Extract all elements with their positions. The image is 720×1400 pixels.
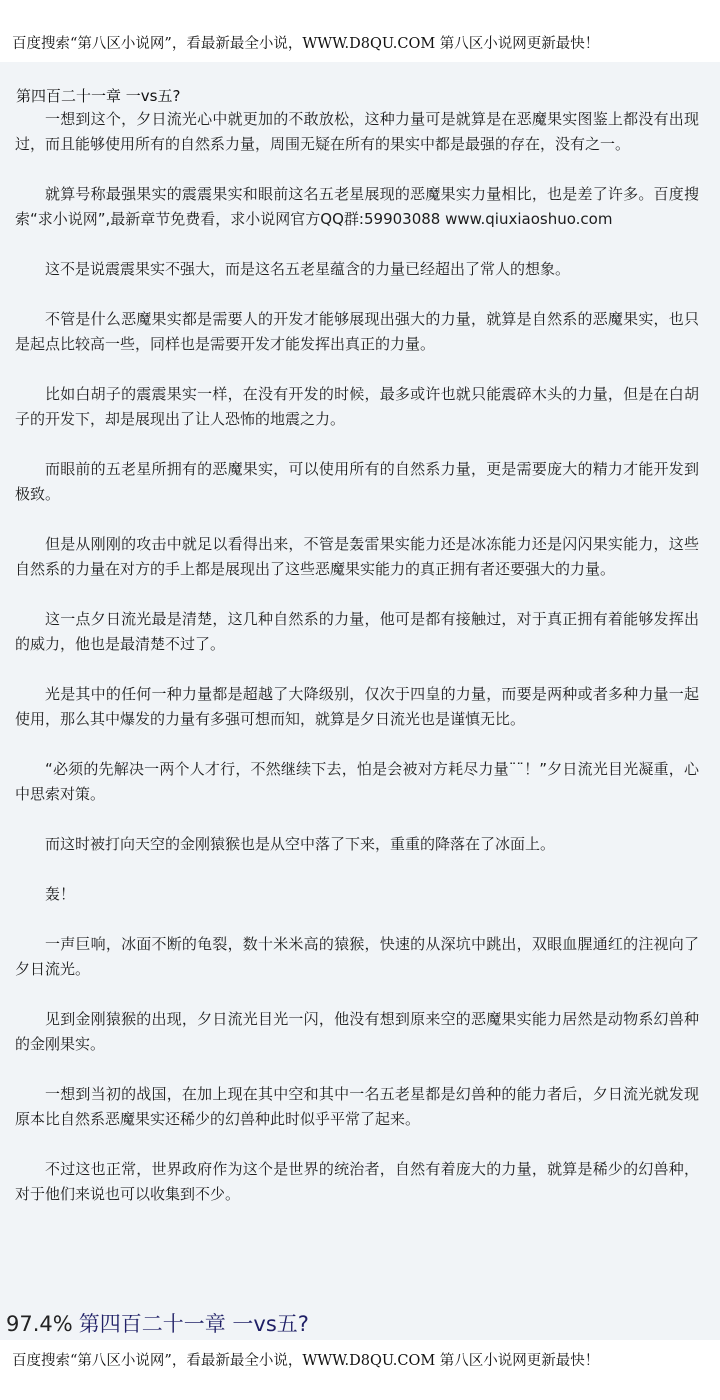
paragraph: “必须的先解决一两个人才行，不然继续下去，怕是会被对方耗尽力量¨¨！”夕日流光目光凝重，心中思索对策。 <box>15 760 699 803</box>
paragraph: 这不是说震震果实不强大，而是这名五老星蕴含的力量已经超出了常人的想象。 <box>45 260 571 278</box>
chapter-heading: 第四百二十一章 一vs五? <box>16 87 181 105</box>
paragraph: 但是从刚刚的攻击中就足以看得出来，不管是轰雷果实能力还是冰冻能力还是闪闪果实能力，这些自然系的力量在对方的手上都是展现出了这些恶魔果实能力的真正拥有者还要强大的力量。 <box>15 535 699 578</box>
paragraph: 比如白胡子的震震果实一样，在没有开发的时候，最多或许也就只能震碎木头的力量，但是在白胡子的开发下，却是展现出了让人恐怖的地震之力。 <box>15 385 699 428</box>
paragraph: 一想到这个，夕日流光心中就更加的不敢放松，这种力量可是就算是在恶魔果实图鉴上都没有出现过，而且能够使用所有的自然系力量，周围无疑在所有的果实中都是最强的存在，没有之一。 <box>15 110 699 153</box>
reading-progress-footer <box>6 1309 309 1339</box>
bottom-site-banner: 百度搜索“第八区小说网”，看最新最全小说，WWW.D8QU.COM 第八区小说网更新最快！ <box>0 1347 720 1375</box>
paragraph: 光是其中的任何一种力量都是超越了大降级别，仅次于四皇的力量，而要是两种或者多种力量一起使用，那么其中爆发的力量有多强可想而知，就算是夕日流光也是谨慎无比。 <box>15 685 699 728</box>
chapter-body <box>15 107 699 1232</box>
footer-chapter-title: 第四百二十一章 一vs五? <box>78 1312 309 1336</box>
progress-percent: 97.4% <box>6 1312 73 1336</box>
paragraph: 这一点夕日流光最是清楚，这几种自然系的力量，他可是都有接触过，对于真正拥有着能够发挥出的威力，他也是最清楚不过了。 <box>15 610 699 653</box>
paragraph: 见到金刚猿猴的出现，夕日流光目光一闪，他没有想到原来空的恶魔果实能力居然是动物系幻兽种的金刚果实。 <box>15 1010 699 1053</box>
top-site-banner: 百度搜索“第八区小说网”，看最新最全小说，WWW.D8QU.COM 第八区小说网更新最快！ <box>0 30 720 58</box>
paragraph: 一声巨响，冰面不断的龟裂，数十米米高的猿猴，快速的从深坑中跳出，双眼血腥通红的注视向了夕日流光。 <box>15 935 699 978</box>
paragraph: 不过这也正常，世界政府作为这个是世界的统治者，自然有着庞大的力量，就算是稀少的幻兽种，对于他们来说也可以收集到不少。 <box>15 1160 699 1203</box>
reading-page <box>0 62 720 1340</box>
paragraph: 一想到当初的战国，在加上现在其中空和其中一名五老星都是幻兽种的能力者后，夕日流光就发现原本比自然系恶魔果实还稀少的幻兽种此时似乎平常了起来。 <box>15 1085 699 1128</box>
paragraph: 不管是什么恶魔果实都是需要人的开发才能够展现出强大的力量，就算是自然系的恶魔果实，也只是起点比较高一些，同样也是需要开发才能发挥出真正的力量。 <box>15 310 699 353</box>
paragraph: 而这时被打向天空的金刚猿猴也是从空中落了下来，重重的降落在了冰面上。 <box>45 835 556 853</box>
paragraph: 轰！ <box>45 885 76 903</box>
paragraph: 就算号称最强果实的震震果实和眼前这名五老星展现的恶魔果实力量相比，也是差了许多。百度搜索“求小说网”,最新章节免费看，求小说网官方QQ群:59903088 www.qiuxiaoshuo.com <box>15 185 699 228</box>
paragraph: 而眼前的五老星所拥有的恶魔果实，可以使用所有的自然系力量，更是需要庞大的精力才能开发到极致。 <box>15 460 699 503</box>
